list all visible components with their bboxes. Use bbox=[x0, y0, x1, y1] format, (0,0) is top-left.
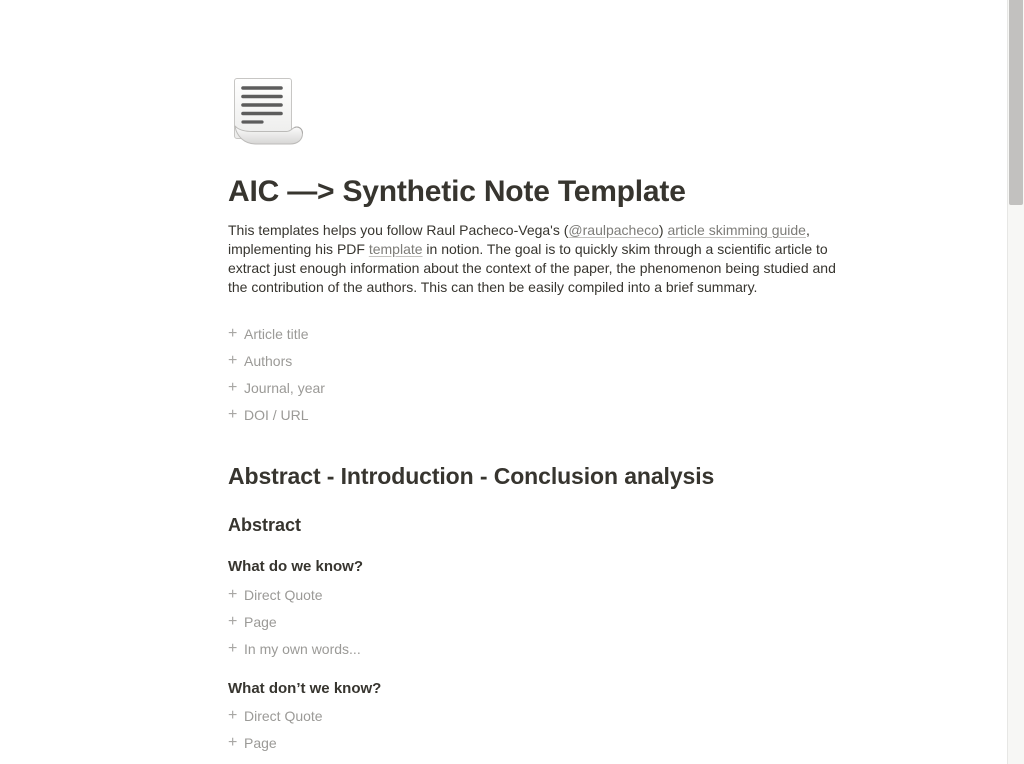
intro-paragraph[interactable] bbox=[228, 221, 888, 297]
intro-text-segment: ) bbox=[658, 222, 668, 238]
plus-icon bbox=[228, 614, 244, 630]
inline-link[interactable]: @raulpacheco bbox=[568, 222, 659, 238]
add-row-article-title[interactable] bbox=[228, 320, 888, 347]
add-row-page[interactable] bbox=[228, 729, 888, 756]
plus-icon bbox=[228, 353, 244, 369]
plus-icon bbox=[228, 708, 244, 724]
inline-link[interactable]: template bbox=[368, 241, 423, 257]
add-row-label: Direct Quote bbox=[244, 707, 323, 724]
add-row-authors[interactable] bbox=[228, 347, 888, 374]
vertical-scrollbar[interactable] bbox=[1007, 0, 1024, 764]
add-row-label: Article title bbox=[244, 325, 309, 342]
what-do-we-know-heading[interactable]: What do we know? bbox=[228, 558, 363, 575]
plus-icon bbox=[228, 735, 244, 751]
add-row-journal-year[interactable] bbox=[228, 374, 888, 401]
what-dont-we-know-heading[interactable]: What don’t we know? bbox=[228, 680, 382, 697]
add-row-in-my-own-words[interactable] bbox=[228, 635, 888, 662]
dont-know-placeholder-list bbox=[228, 702, 888, 756]
add-row-label: Page bbox=[244, 613, 277, 630]
add-row-label: Direct Quote bbox=[244, 586, 323, 603]
intro-text-segment: , bbox=[805, 222, 810, 238]
page-with-curl-icon[interactable] bbox=[233, 77, 305, 147]
add-row-label: In my own words... bbox=[244, 640, 361, 657]
add-row-label: DOI / URL bbox=[244, 406, 309, 423]
add-row-label: Journal, year bbox=[244, 379, 325, 396]
intro-text-segment: implementing his PDF bbox=[228, 241, 369, 257]
know-placeholder-list bbox=[228, 581, 888, 662]
plus-icon bbox=[228, 380, 244, 396]
add-row-label: Authors bbox=[244, 352, 293, 369]
add-row-direct-quote[interactable] bbox=[228, 702, 888, 729]
add-row-doi-url[interactable] bbox=[228, 401, 888, 428]
page-content bbox=[228, 0, 888, 756]
page-title[interactable]: AIC —> Synthetic Note Template bbox=[228, 175, 686, 208]
page-with-curl-svg bbox=[233, 77, 305, 147]
add-row-direct-quote[interactable] bbox=[228, 581, 888, 608]
analysis-section-heading[interactable]: Abstract - Introduction - Conclusion analysis bbox=[228, 463, 715, 489]
inline-link[interactable]: article skimming guide bbox=[667, 222, 806, 238]
intro-text-segment: in notion. The goal is to quickly skim through a scientific article to bbox=[422, 241, 828, 257]
plus-icon bbox=[228, 641, 244, 657]
plus-icon bbox=[228, 326, 244, 342]
field-placeholder-list bbox=[228, 320, 888, 428]
intro-text-segment: the contribution of the authors. This can then be easily compiled into a brief summary. bbox=[228, 279, 758, 295]
plus-icon bbox=[228, 407, 244, 423]
add-row-page[interactable] bbox=[228, 608, 888, 635]
scrollbar-thumb[interactable] bbox=[1009, 0, 1023, 205]
intro-text-segment: This templates helps you follow Raul Pacheco-Vega's ( bbox=[228, 222, 569, 238]
intro-text-segment: extract just enough information about the context of the paper, the phenomenon being studied and bbox=[228, 260, 836, 276]
abstract-heading[interactable]: Abstract bbox=[228, 515, 302, 535]
add-row-label: Page bbox=[244, 734, 277, 751]
plus-icon bbox=[228, 587, 244, 603]
